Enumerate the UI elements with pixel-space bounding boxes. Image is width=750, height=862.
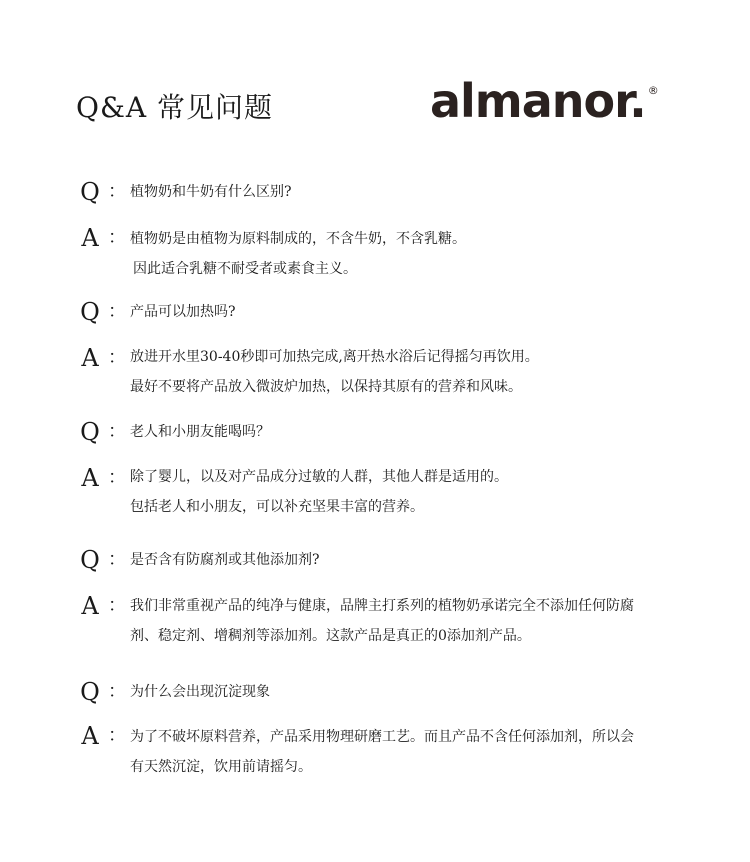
answer-line: 植物奶是由植物为原料制成的，不含牛奶，不含乳糖。 xyxy=(130,231,466,247)
answer-text xyxy=(130,722,690,782)
answer-colon: ： xyxy=(108,227,126,248)
question-text xyxy=(130,417,690,447)
answer-mark-label: A xyxy=(81,722,99,750)
answer-line: 我们非常重视产品的纯净与健康，品牌主打系列的植物奶承诺完全不添加任何防腐 xyxy=(130,598,634,614)
question-text xyxy=(130,545,690,575)
question-line: 产品可以加热吗? xyxy=(130,304,236,320)
answer-colon: ： xyxy=(108,347,126,368)
question-mark-label: Q xyxy=(80,546,100,574)
answer-line: 包括老人和小朋友，可以补充坚果丰富的营养。 xyxy=(130,499,424,515)
question-colon: ： xyxy=(108,549,126,570)
answer-line: 有天然沉淀，饮用前请摇匀。 xyxy=(130,759,312,775)
answer-text xyxy=(130,224,690,284)
question-text xyxy=(130,297,690,327)
question-mark-label: Q xyxy=(80,678,100,706)
answer-colon: ： xyxy=(108,595,126,616)
answer-text xyxy=(130,342,690,402)
question-mark-label: Q xyxy=(80,298,100,326)
answer-line: 剂、稳定剂、增稠剂等添加剂。这款产品是真正的0添加剂产品。 xyxy=(130,628,531,644)
answer-line: 除了婴儿，以及对产品成分过敏的人群，其他人群是适用的。 xyxy=(130,469,508,485)
page-title: Q&A 常见问题 xyxy=(76,91,274,124)
page-header xyxy=(0,0,750,150)
brand-logo xyxy=(430,74,658,128)
question-text xyxy=(130,177,690,207)
question-line: 老人和小朋友能喝吗？ xyxy=(130,424,270,440)
question-text xyxy=(130,677,690,707)
question-line: 是否含有防腐剂或其他添加剂? xyxy=(130,552,320,568)
question-mark-label: Q xyxy=(80,178,100,206)
answer-colon: ： xyxy=(108,467,126,488)
registered-mark: ® xyxy=(647,84,658,97)
answer-text xyxy=(130,591,690,651)
answer-mark-label: A xyxy=(81,592,99,620)
question-colon: ： xyxy=(108,301,126,322)
answer-line: 因此适合乳糖不耐受者或素食主义。 xyxy=(133,261,357,277)
answer-line: 放进开水里30-40秒即可加热完成,离开热水浴后记得摇匀再饮用。 xyxy=(130,349,539,365)
question-line: 为什么会出现沉淀现象 xyxy=(130,684,270,700)
question-line: 植物奶和牛奶有什么区别? xyxy=(130,184,292,200)
question-colon: ： xyxy=(108,681,126,702)
answer-mark-label: A xyxy=(81,224,99,252)
answer-line: 为了不破坏原料营养，产品采用物理研磨工艺。而且产品不含任何添加剂，所以会 xyxy=(130,729,634,745)
answer-mark-label: A xyxy=(81,344,99,372)
question-mark-label: Q xyxy=(80,418,100,446)
question-colon: ： xyxy=(108,181,126,202)
answer-colon: ： xyxy=(108,725,126,746)
question-colon: ： xyxy=(108,421,126,442)
answer-text xyxy=(130,462,690,522)
answer-mark-label: A xyxy=(81,464,99,492)
answer-line: 最好不要将产品放入微波炉加热，以保持其原有的营养和风味。 xyxy=(130,379,522,395)
logo-text: almanor. xyxy=(430,74,646,128)
